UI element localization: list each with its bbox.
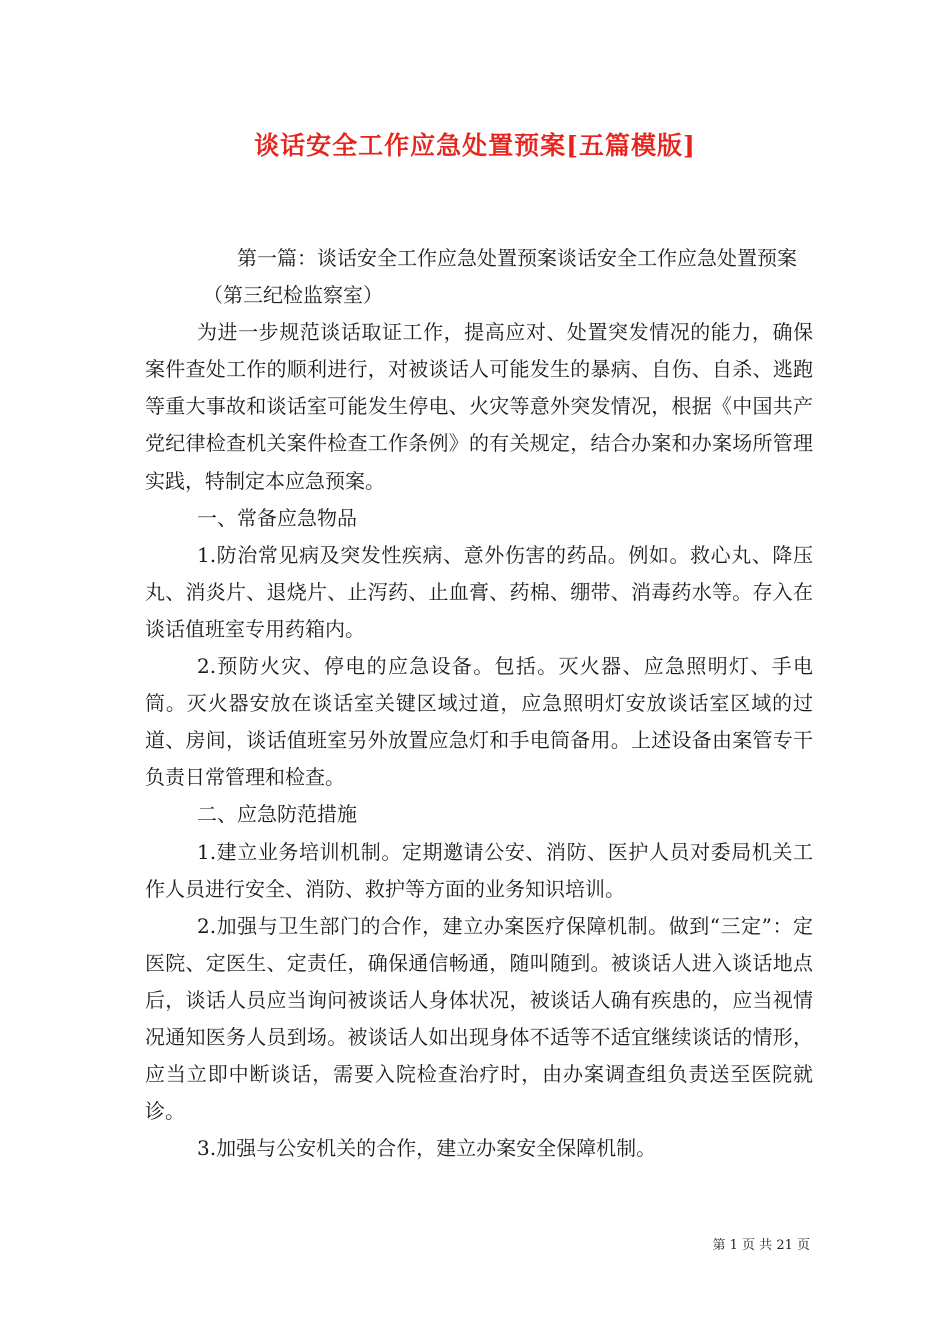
paragraph-measures-3: 3.加强与公安机关的合作，建立办案安全保障机制。 bbox=[197, 1136, 657, 1161]
heading-emergency-supplies: 一、常备应急物品 bbox=[197, 505, 357, 530]
document-title: 谈话安全工作应急处置预案[五篇模版] bbox=[254, 131, 696, 160]
paragraph-department: （第三纪检监察室） bbox=[203, 283, 383, 308]
paragraph-intro: 为进一步规范谈话取证工作，提高应对、处置突发情况的能力，确保案件查处工作的顺利进行，对被谈话人可能发生的暴病、自伤、自杀、逃跑等重大事故和谈话室可能发生停电、火灾等意外突发情况，根据《中国共产党纪律检查机关案件检查工作条例》的有关规定，结合办案和办案场所管理实践，特制定本应急预案。 bbox=[145, 320, 813, 493]
paragraph-measures-2: 2.加强与卫生部门的合作，建立办案医疗保障机制。做到“三定”：定医院、定医生、定责任，确保通信畅通，随叫随到。被谈话人进入谈话地点后，谈话人员应当询问被谈话人身体状况，被谈话人确有疾患的，应当视情况通知医务人员到场。被谈话人如出现身体不适等不适宜继续谈话的情形，应当立即中断谈话，需要入院检查治疗时，由办案调查组负责送至医院就诊。 bbox=[145, 913, 813, 1124]
page-number-footer: 第 1 页 共 21 页 bbox=[712, 1238, 810, 1253]
paragraph-measures-1: 1.建立业务培训机制。定期邀请公安、消防、医护人员对委局机关工作人员进行安全、消防、救护等方面的业务知识培训。 bbox=[145, 839, 813, 901]
paragraph-section-heading: 第一篇：谈话安全工作应急处置预案谈话安全工作应急处置预案 bbox=[237, 246, 797, 270]
heading-prevention-measures: 二、应急防范措施 bbox=[197, 802, 357, 827]
paragraph-supplies-2: 2.预防火灾、停电的应急设备。包括。灭火器、应急照明灯、手电筒。灭火器安放在谈话室关键区域过道，应急照明灯安放谈话室区域的过道、房间，谈话值班室另外放置应急灯和手电筒备用。上述设备由案管专干负责日常管理和检查。 bbox=[145, 654, 813, 790]
paragraph-supplies-1: 1.防治常见病及突发性疾病、意外伤害的药品。例如。救心丸、降压丸、消炎片、退烧片、止泻药、止血膏、药棉、绷带、消毒药水等。存入在谈话值班室专用药箱内。 bbox=[145, 542, 813, 641]
document-body bbox=[145, 240, 813, 1167]
